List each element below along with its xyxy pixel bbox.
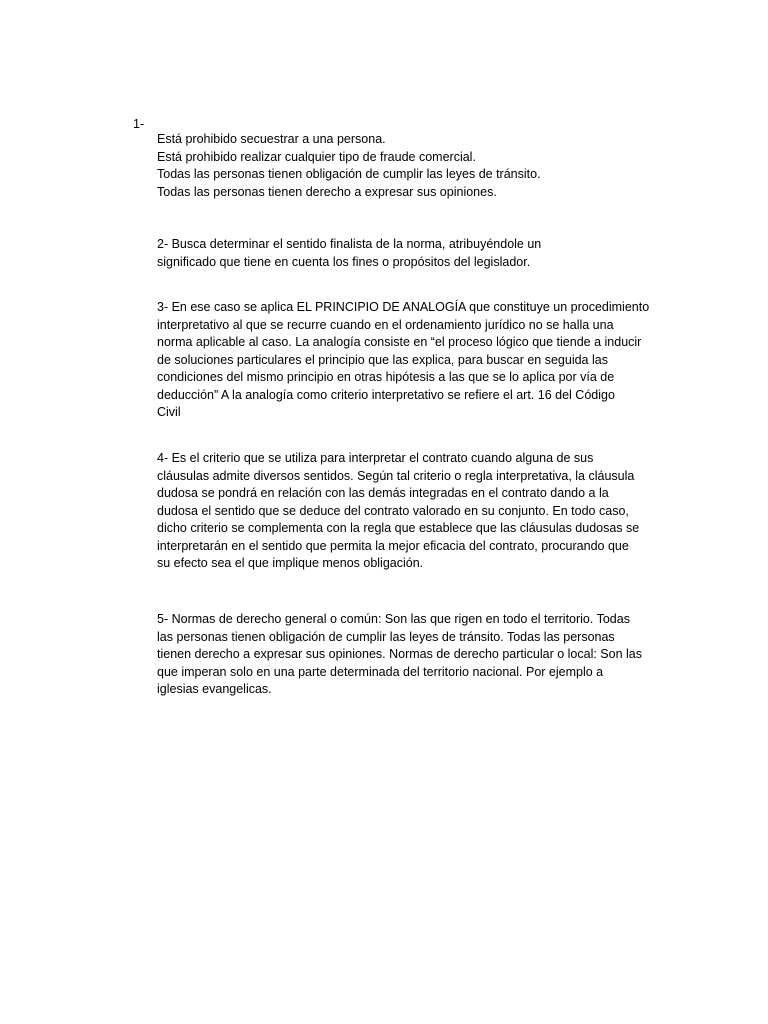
answer-5-line: iglesias evangelicas. — [157, 682, 272, 696]
answer-5-line: las personas tienen obligación de cumplir las leyes de tránsito. Todas las personas — [157, 629, 615, 644]
answer-3-line: deducción” A la analogía como criterio interpretativo se refiere el art. 16 del Código — [157, 387, 615, 402]
answer-4-line: interpretarán en el sentido que permita la mejor eficacia del contrato, procurando que — [157, 538, 629, 553]
answer-1-number: 1- — [133, 117, 145, 131]
answer-3-line: 3- En ese caso se aplica EL PRINCIPIO DE ANALOGÍA que constituye un procedimiento — [157, 300, 650, 314]
answer-5-paragraph — [157, 611, 642, 699]
answer-3-line: de soluciones particulares el principio que las explica, para buscar en seguida las — [157, 352, 608, 367]
answer-5-line: tienen derecho a expresar sus opiniones. Normas de derecho particular o local: Son las — [157, 647, 642, 661]
answer-4-line: dudosa el sentido que se deduce del contrato valorado en su conjunto. En todo caso, — [157, 503, 629, 518]
answer-5-line: que imperan solo en una parte determinada del territorio nacional. Por ejemplo a — [157, 664, 604, 679]
answer-1-line: Está prohibido secuestrar a una persona. — [157, 132, 386, 146]
answer-5-line: 5- Normas de derecho general o común: Son las que rigen en todo el territorio. Todas — [157, 612, 630, 626]
answer-3-paragraph — [157, 299, 649, 422]
answer-2-paragraph — [157, 236, 541, 271]
answer-1-list — [157, 131, 541, 201]
answer-3-line: interpretativo al que se recurre cuando en el ordenamiento jurídico no se halla una — [157, 317, 614, 332]
answer-4-paragraph — [157, 450, 639, 573]
answer-4-line: su efecto sea el que implique menos obligación. — [157, 556, 424, 570]
answer-1-line: Todas las personas tienen derecho a expresar sus opiniones. — [157, 184, 497, 199]
answer-1-line: Todas las personas tienen obligación de cumplir las leyes de tránsito. — [157, 167, 541, 181]
answer-3-line: condiciones del mismo principio en otras hipótesis a las que se lo aplica por vía de — [157, 370, 615, 384]
answer-2-line: 2- Busca determinar el sentido finalista de la norma, atribuyéndole un — [157, 237, 542, 251]
answer-3-line: Civil — [157, 405, 181, 419]
answer-3-line: norma aplicable al caso. La analogía consiste en “el proceso lógico que tiende a inducir — [157, 335, 642, 349]
answer-2-line: significado que tiene en cuenta los fines o propósitos del legislador. — [157, 254, 531, 269]
answer-1-line: Está prohibido realizar cualquier tipo de fraude comercial. — [157, 149, 476, 164]
answer-4-line: 4- Es el criterio que se utiliza para interpretar el contrato cuando alguna de sus — [157, 451, 594, 465]
answer-4-line: dicho criterio se complementa con la regla que establece que las cláusulas dudosas se — [157, 521, 640, 535]
answer-4-line: cláusulas admite diversos sentidos. Según tal criterio o regla interpretativa, la cláusula — [157, 468, 635, 483]
answer-4-line: dudosa se pondrá en relación con las demás integradas en el contrato dando a la — [157, 486, 609, 500]
